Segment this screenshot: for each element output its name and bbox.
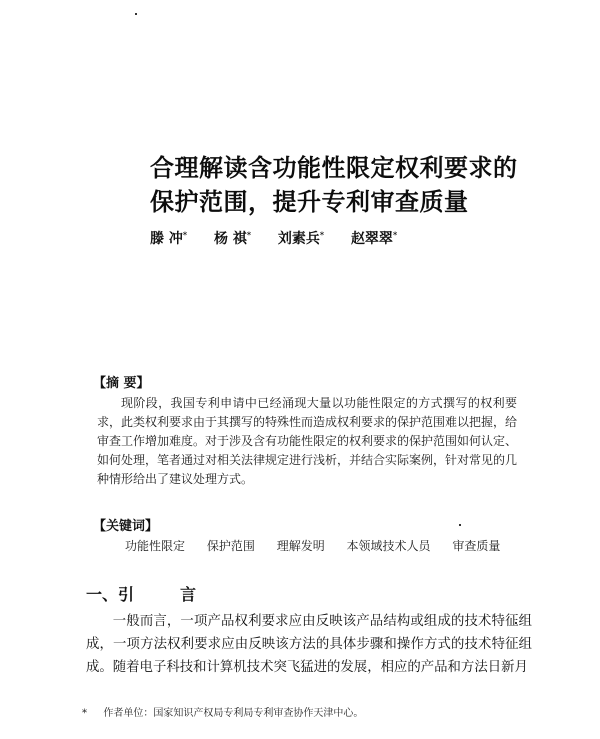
author-mark: * [319, 229, 325, 240]
keyword-item: 保护范围 [206, 539, 255, 553]
paper-title-line-2: 保护范围，提升专利审查质量 [150, 188, 469, 216]
body-text [86, 610, 532, 679]
author-mark: * [246, 229, 251, 240]
abstract-label: 【摘 要】 [93, 376, 150, 391]
section-heading [86, 582, 196, 605]
body-paragraph: 一般而言，一项产品权利要求应由反映该产品结构或组成的技术特征组成，一项方法权利要求应由反映该方法的具体步骤和操作方式的技术特征组成。随着电子科技和计算机技术突飞猛进的发展，相应的产品和方法日新月 [86, 614, 532, 675]
paper-title-line-1: 合理解读含功能性限定权利要求的 [150, 154, 518, 182]
author-list [150, 228, 397, 248]
author-mark: * [392, 229, 398, 240]
author-mark: * [182, 229, 188, 240]
scan-speck [459, 524, 461, 526]
footnote [82, 704, 363, 719]
scan-speck [135, 13, 137, 15]
section-number: 一、引 [86, 585, 135, 604]
keyword-item: 理解发明 [276, 539, 325, 553]
section-title: 言 [180, 585, 197, 604]
footnote-text: 作者单位：国家知识产权局专利局专利审查协作天津中心。 [103, 708, 364, 719]
abstract-text: 现阶段，我国专利申请中已经涌现大量以功能性限定的方式撰写的权利要求，此类权利要求由于其撰写的特殊性而造成权利要求的保护范围难以把握，给审查工作增加难度。对于涉及含有功能性限定的权利要求的保护范围如何认定、如何处理，笔者通过对相关法律规定进行浅析，并结合实际案例，针对常见的几种情形给出了建议处理方式。 [97, 396, 518, 486]
author-name: 滕 冲 [150, 231, 183, 247]
author-name: 杨 祺 [213, 231, 247, 247]
keyword-item: 功能性限定 [125, 539, 186, 553]
keyword-list [125, 537, 518, 554]
keyword-item: 本领域技术人员 [346, 539, 431, 553]
keyword-item: 审查质量 [452, 539, 501, 553]
keywords-label: 【关键词】 [93, 519, 159, 534]
author-name: 赵翠翠 [350, 231, 393, 247]
footnote-mark: * [82, 708, 87, 719]
author-name: 刘素兵 [277, 231, 320, 247]
